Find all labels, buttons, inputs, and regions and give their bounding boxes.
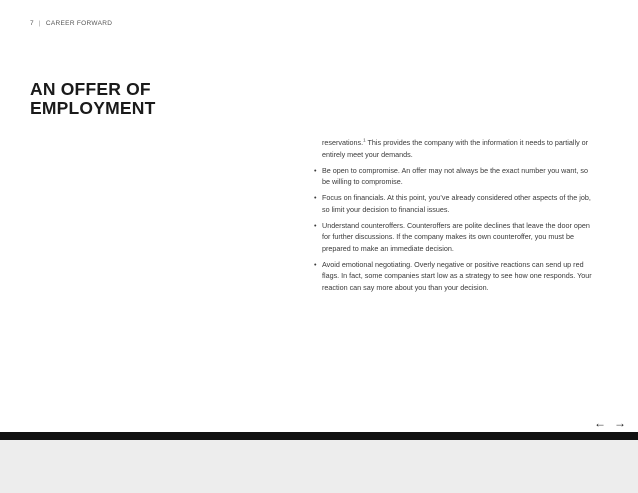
bullet-item: • Avoid emotional negotiating. Overly negative or positive reactions can send up red flags. In fact, some companies start low as a strategy to see how one responds. Your reaction can say more about you than your decision. — [314, 259, 594, 294]
page-navigation — [594, 416, 626, 430]
arrow-left-icon[interactable]: ← — [594, 416, 606, 430]
arrow-right-icon[interactable]: → — [614, 416, 626, 430]
footnote-marker: 1 — [363, 137, 366, 143]
intro-text-start: reservations. — [322, 138, 364, 147]
footer-area — [0, 440, 638, 493]
body-text — [314, 137, 594, 298]
header-separator: | — [38, 20, 41, 27]
bullet-item: • Be open to compromise. An offer may not always be the exact number you want, so be willing to compromise. — [314, 165, 594, 188]
bullet-item: • Understand counteroffers. Counteroffers are polite declines that leave the door open for further discussions. If the company makes its own counteroffer, you must be prepared to make an immediate decision. — [314, 220, 594, 255]
page-title — [30, 80, 155, 118]
section-name: CAREER FORWARD — [45, 20, 113, 27]
bullet-item: • Focus on financials. At this point, you’ve already considered other aspects of the job, so limit your decision to financial issues. — [314, 192, 594, 215]
page-number: 7 — [30, 20, 34, 27]
page-header — [30, 20, 112, 27]
page-title-line-2: EMPLOYMENT — [30, 98, 156, 118]
intro-text-end: This provides the company with the information it needs to partially or entirely meet your demands. — [322, 138, 589, 159]
intro-paragraph — [314, 137, 594, 160]
page-title-line-1: AN OFFER OF — [30, 79, 151, 99]
